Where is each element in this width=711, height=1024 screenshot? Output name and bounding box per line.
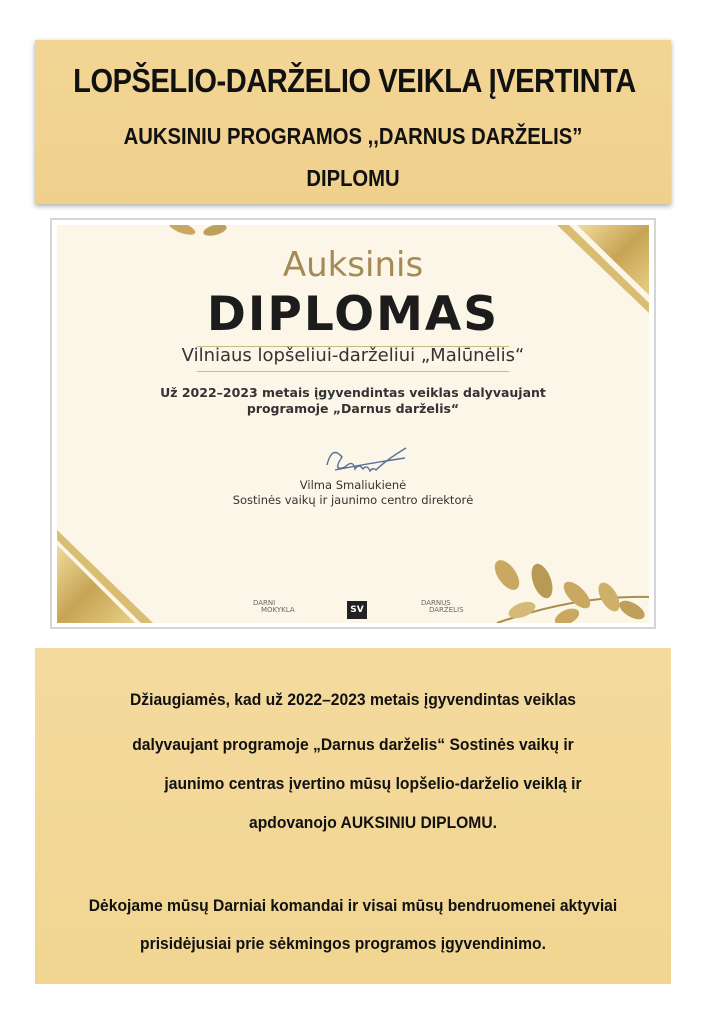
diploma-signer (57, 478, 649, 508)
description-line-1: Už 2022–2023 metais įgyvendintas veiklas dalyvaujant (160, 385, 546, 400)
signer-title: Sostinės vaikų ir jaunimo centro direktorė (232, 493, 474, 507)
leaf-branch-icon (490, 556, 649, 623)
signer-name: Vilma Smaliukienė (299, 478, 407, 492)
leaf-icon (202, 225, 228, 238)
diploma-recipient: Vilniaus lopšeliui-darželiui „Malūnėlis“ (181, 345, 525, 366)
svjc-logo: SV (347, 601, 367, 619)
paragraph-1-line-2: dalyvaujant programoje „Darnus darželis“ Sostinės vaikų ir (132, 735, 574, 754)
diploma (57, 225, 649, 623)
announcement-box (35, 648, 671, 984)
diploma-description (57, 385, 649, 417)
paragraph-2-line-1: Dėkojame mūsų Darniai komandai ir visai mūsų bendruomenei aktyviai (88, 896, 618, 915)
darnus-darzelis-logo: DARNUS DARŽELIS (421, 599, 464, 614)
paragraph-1-line-4: apdovanojo AUKSINIU DIPLOMU. (249, 813, 497, 832)
diploma-image-frame (50, 218, 656, 629)
paragraph-1-line-1: Džiaugiamės, kad už 2022–2023 metais įgyvendintas veiklas (130, 690, 576, 709)
darni-mokykla-logo: DARNI MOKYKLA (253, 599, 295, 614)
header-line-1: LOPŠELIO-DARŽELIO VEIKLA ĮVERTINTA (73, 62, 636, 99)
header-line-3: DIPLOMU (306, 165, 400, 191)
description-line-2: programoje „Darnus darželis“ (246, 401, 460, 416)
header-line-2: AUKSINIU PROGRAMOS ,,DARNUS DARŽELIS” (123, 123, 583, 149)
paragraph-2-line-2: prisidėjusiai prie sėkmingos programos įgyvendinimo. (140, 934, 546, 953)
corner-band-bottom-left (57, 545, 135, 623)
header-banner (35, 40, 671, 204)
diploma-title: DIPLOMAS (206, 287, 500, 342)
diploma-subtitle: Auksinis (282, 245, 424, 285)
divider-bottom (197, 371, 509, 372)
leaf-icon (167, 225, 197, 237)
signature-icon (327, 448, 406, 471)
paragraph-1-line-3: jaunimo centras įvertino mūsų lopšelio-darželio veiklą ir (164, 774, 582, 793)
